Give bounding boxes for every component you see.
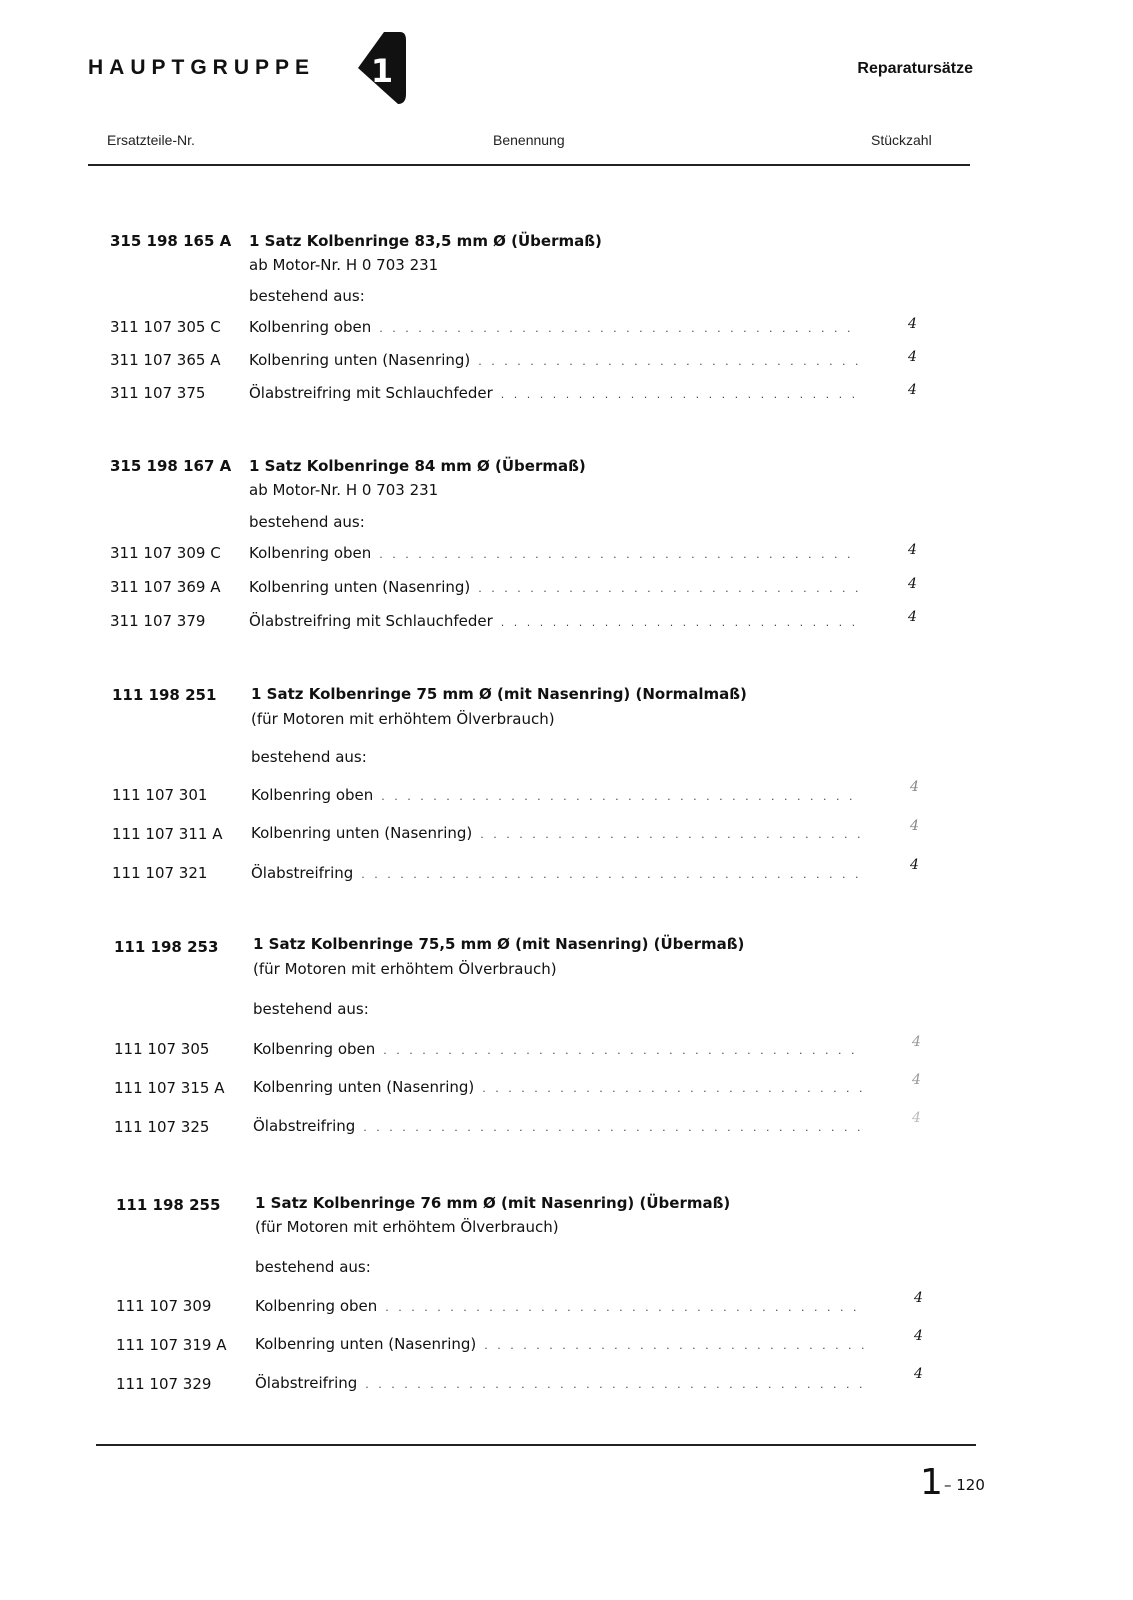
kit-consists-label: bestehend aus:: [253, 1000, 369, 1018]
item-quantity: 4: [912, 1072, 921, 1088]
item-part-number: 111 107 301: [112, 786, 208, 804]
kit-part-number: 315 198 165 A: [110, 232, 232, 250]
leader-dots: [482, 1082, 863, 1095]
item-row: [251, 824, 861, 842]
item-name: Kolbenring unten (Nasenring): [253, 1078, 475, 1096]
item-quantity: 4: [912, 1034, 921, 1050]
kit-consists-label: bestehend aus:: [249, 513, 365, 531]
item-quantity: 4: [908, 316, 917, 332]
item-row: [251, 786, 861, 804]
column-header-description: Benennung: [493, 132, 565, 148]
item-quantity: 4: [908, 542, 917, 558]
item-quantity: 4: [908, 382, 917, 398]
leader-dots: [385, 1301, 865, 1314]
leader-dots: [501, 616, 859, 629]
item-quantity: 4: [908, 576, 917, 592]
item-part-number: 111 107 325: [114, 1118, 210, 1136]
item-row: [253, 1040, 863, 1058]
item-row: [253, 1078, 863, 1096]
group-label: HAUPTGRUPPE: [88, 56, 316, 79]
leader-dots: [501, 388, 859, 401]
item-name: Kolbenring oben: [249, 544, 372, 562]
group-number: 1: [370, 52, 394, 90]
item-row: [249, 544, 859, 562]
item-name: Ölabstreifring: [251, 864, 354, 882]
item-row: [255, 1297, 865, 1315]
item-row: [249, 351, 859, 369]
item-name: Kolbenring oben: [249, 318, 372, 336]
page-number-main: 1: [920, 1462, 943, 1503]
kit-subtitle: ab Motor-Nr. H 0 703 231: [249, 481, 439, 499]
leader-dots: [478, 582, 859, 595]
kit-title: 1 Satz Kolbenringe 84 mm Ø (Übermaß): [249, 457, 586, 475]
item-name: Kolbenring unten (Nasenring): [251, 824, 473, 842]
item-name: Kolbenring unten (Nasenring): [255, 1335, 477, 1353]
item-row: [255, 1335, 865, 1353]
item-name: Ölabstreifring mit Schlauchfeder: [249, 384, 493, 402]
item-row: [249, 318, 859, 336]
kit-title: 1 Satz Kolbenringe 75 mm Ø (mit Nasenring) (Normalmaß): [251, 685, 747, 703]
item-part-number: 111 107 321: [112, 864, 208, 882]
item-name: Kolbenring oben: [251, 786, 374, 804]
leader-dots: [381, 790, 861, 803]
kit-part-number: 315 198 167 A: [110, 457, 232, 475]
kit-subtitle: (für Motoren mit erhöhtem Ölverbrauch): [255, 1218, 559, 1236]
item-quantity: 4: [912, 1110, 921, 1126]
item-quantity: 4: [910, 779, 919, 795]
item-quantity: 4: [914, 1290, 923, 1306]
kit-subtitle: (für Motoren mit erhöhtem Ölverbrauch): [251, 710, 555, 728]
kit-part-number: 111 198 255: [116, 1196, 221, 1214]
page-number-sub: – 120: [944, 1476, 985, 1494]
item-part-number: 111 107 315 A: [114, 1079, 225, 1097]
column-header-quantity: Stückzahl: [871, 132, 932, 148]
item-part-number: 311 107 309 C: [110, 544, 221, 562]
item-name: Kolbenring unten (Nasenring): [249, 578, 471, 596]
item-part-number: 311 107 305 C: [110, 318, 221, 336]
kit-consists-label: bestehend aus:: [255, 1258, 371, 1276]
kit-part-number: 111 198 253: [114, 938, 219, 956]
leader-dots: [361, 868, 861, 881]
item-row: [255, 1374, 865, 1392]
leader-dots: [365, 1378, 865, 1391]
item-quantity: 4: [910, 857, 919, 873]
item-part-number: 311 107 365 A: [110, 351, 221, 369]
item-row: [249, 384, 859, 402]
header-rule: [88, 164, 970, 166]
kit-part-number: 111 198 251: [112, 686, 217, 704]
item-part-number: 111 107 305: [114, 1040, 210, 1058]
leader-dots: [383, 1044, 863, 1057]
item-row: [249, 612, 859, 630]
item-name: Ölabstreifring: [253, 1117, 356, 1135]
kit-title: 1 Satz Kolbenringe 75,5 mm Ø (mit Nasenring) (Übermaß): [253, 935, 745, 953]
kit-consists-label: bestehend aus:: [251, 748, 367, 766]
kit-subtitle: (für Motoren mit erhöhtem Ölverbrauch): [253, 960, 557, 978]
leader-dots: [480, 828, 861, 841]
item-part-number: 111 107 311 A: [112, 825, 223, 843]
leader-dots: [478, 355, 859, 368]
item-row: [253, 1117, 863, 1135]
item-name: Kolbenring unten (Nasenring): [249, 351, 471, 369]
leader-dots: [379, 322, 859, 335]
kit-consists-label: bestehend aus:: [249, 287, 365, 305]
item-name: Ölabstreifring mit Schlauchfeder: [249, 612, 493, 630]
leader-dots: [484, 1339, 865, 1352]
kit-title: 1 Satz Kolbenringe 83,5 mm Ø (Übermaß): [249, 232, 602, 250]
section-title: Reparatursätze: [857, 60, 973, 77]
item-row: [249, 578, 859, 596]
item-name: Ölabstreifring: [255, 1374, 358, 1392]
leader-dots: [379, 548, 859, 561]
item-quantity: 4: [914, 1328, 923, 1344]
item-name: Kolbenring oben: [255, 1297, 378, 1315]
item-quantity: 4: [914, 1366, 923, 1382]
footer-rule: [96, 1444, 976, 1446]
item-part-number: 111 107 319 A: [116, 1336, 227, 1354]
item-part-number: 311 107 375: [110, 384, 206, 402]
column-header-part-number: Ersatzteile-Nr.: [107, 132, 195, 148]
item-part-number: 311 107 369 A: [110, 578, 221, 596]
group-number-badge: [354, 30, 412, 106]
kit-subtitle: ab Motor-Nr. H 0 703 231: [249, 256, 439, 274]
kit-title: 1 Satz Kolbenringe 76 mm Ø (mit Nasenring) (Übermaß): [255, 1194, 731, 1212]
item-row: [251, 864, 861, 882]
item-name: Kolbenring oben: [253, 1040, 376, 1058]
item-quantity: 4: [910, 818, 919, 834]
item-part-number: 111 107 329: [116, 1375, 212, 1393]
item-quantity: 4: [908, 349, 917, 365]
item-quantity: 4: [908, 609, 917, 625]
leader-dots: [363, 1121, 863, 1134]
item-part-number: 111 107 309: [116, 1297, 212, 1315]
item-part-number: 311 107 379: [110, 612, 206, 630]
